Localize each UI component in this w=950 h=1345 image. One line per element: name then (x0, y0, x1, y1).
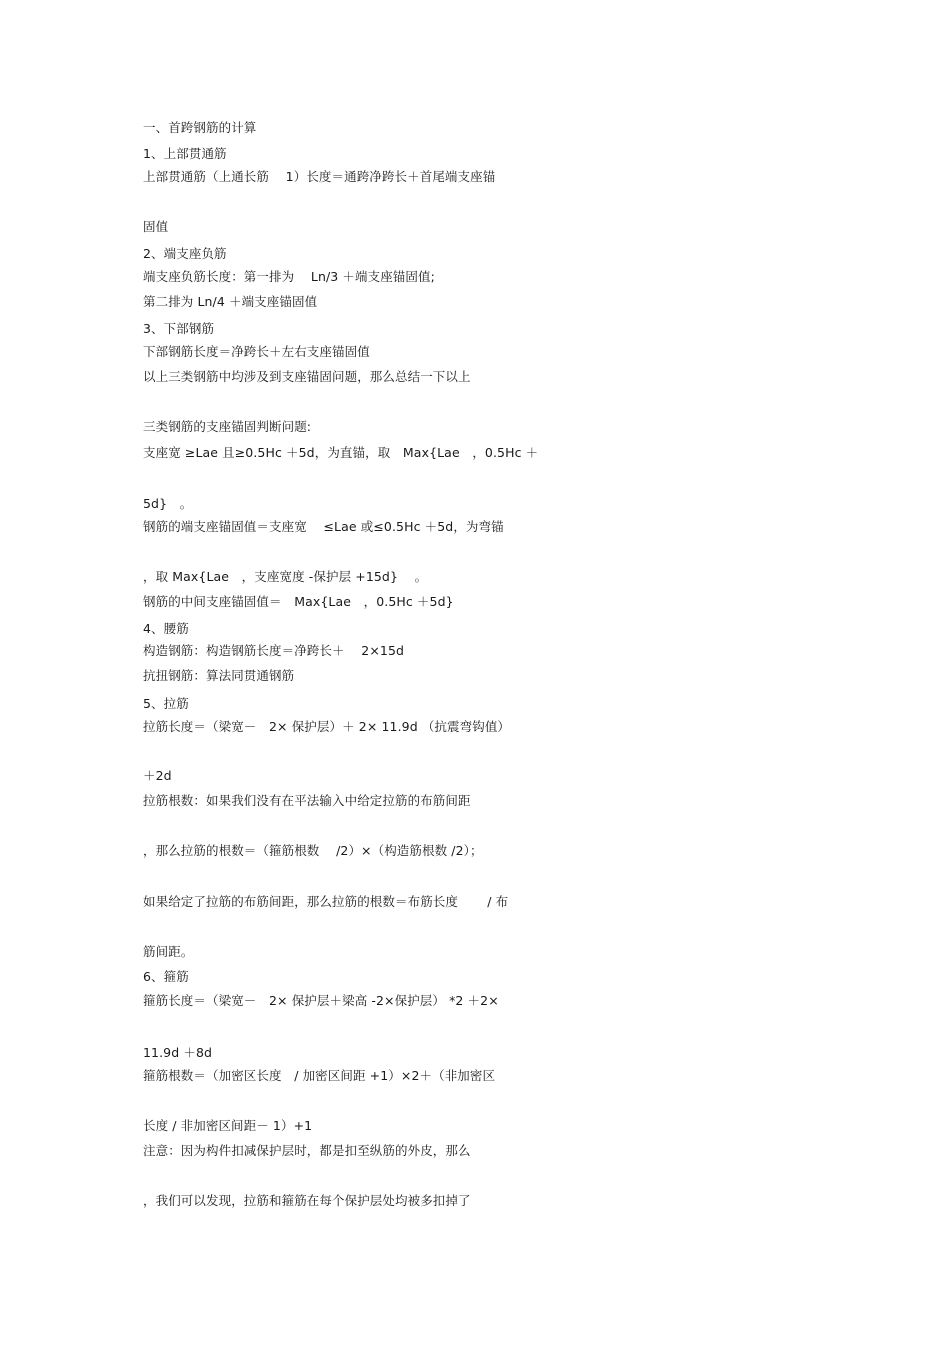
text-line: 箍筋根数＝（加密区长度 / 加密区间距 +1）×2＋（非加密区 (143, 1068, 496, 1083)
subheading-top-bar: 1、上部贯通筋 (143, 146, 227, 161)
text-line: 抗扭钢筋：算法同贯通钢筋 (143, 668, 295, 683)
text-line: ，我们可以发现，拉筋和箍筋在每个保护层处均被多扣掉了 (143, 1193, 471, 1208)
text-line: 端支座负筋长度：第一排为 Ln/3 ＋端支座锚固值; (143, 269, 435, 284)
text-line: 钢筋的端支座锚固值＝支座宽 ≤Lae 或≤0.5Hc ＋5d，为弯锚 (143, 519, 504, 534)
text-line: 以上三类钢筋中均涉及到支座锚固问题，那么总结一下以上 (143, 369, 471, 384)
subheading-waist-bar: 4、腰筋 (143, 621, 189, 636)
subheading-end-support: 2、端支座负筋 (143, 246, 227, 261)
subheading-tie-bar: 5、拉筋 (143, 696, 189, 711)
subheading-stirrup: 6、箍筋 (143, 969, 189, 984)
text-line: 三类钢筋的支座锚固判断问题: (143, 419, 312, 434)
text-line: 支座宽 ≥Lae 且≥0.5Hc ＋5d，为直锚，取 Max{Lae ，0.5Hc ＋ (143, 445, 539, 460)
section-heading: 一、首跨钢筋的计算 (143, 120, 257, 135)
text-line: 拉筋长度＝（梁宽－ 2× 保护层）＋ 2× 11.9d （抗震弯钩值） (143, 719, 511, 734)
text-line: 11.9d ＋8d (143, 1045, 213, 1060)
text-line: 箍筋长度＝（梁宽－ 2× 保护层＋梁高 -2×保护层） *2 ＋2× (143, 993, 499, 1008)
text-line: 长度 / 非加密区间距－ 1）+1 (143, 1118, 313, 1133)
subheading-bottom-bar: 3、下部钢筋 (143, 321, 215, 336)
text-line: 拉筋根数：如果我们没有在平法输入中给定拉筋的布筋间距 (143, 793, 471, 808)
text-line: 5d} 。 (143, 496, 193, 511)
text-line: ，取 Max{Lae ，支座宽度 -保护层 +15d} 。 (143, 569, 428, 584)
text-line: 如果给定了拉筋的布筋间距，那么拉筋的根数＝布筋长度 / 布 (143, 894, 509, 909)
text-line: ＋2d (143, 768, 172, 783)
text-line: 下部钢筋长度＝净跨长＋左右支座锚固值 (143, 344, 370, 359)
text-line: 钢筋的中间支座锚固值＝ Max{Lae ，0.5Hc ＋5d} (143, 594, 454, 609)
text-line: 注意：因为构件扣减保护层时，都是扣至纵筋的外皮，那么 (143, 1143, 471, 1158)
text-line: ，那么拉筋的根数＝（箍筋根数 /2）×（构造筋根数 /2）； (143, 843, 483, 858)
text-line: 固值 (143, 219, 169, 234)
text-line: 第二排为 Ln/4 ＋端支座锚固值 (143, 294, 318, 309)
text-line: 上部贯通筋（上通长筋 1）长度＝通跨净跨长＋首尾端支座锚 (143, 169, 496, 184)
text-line: 构造钢筋：构造钢筋长度＝净跨长＋ 2×15d (143, 643, 405, 658)
text-line: 筋间距。 (143, 944, 194, 959)
